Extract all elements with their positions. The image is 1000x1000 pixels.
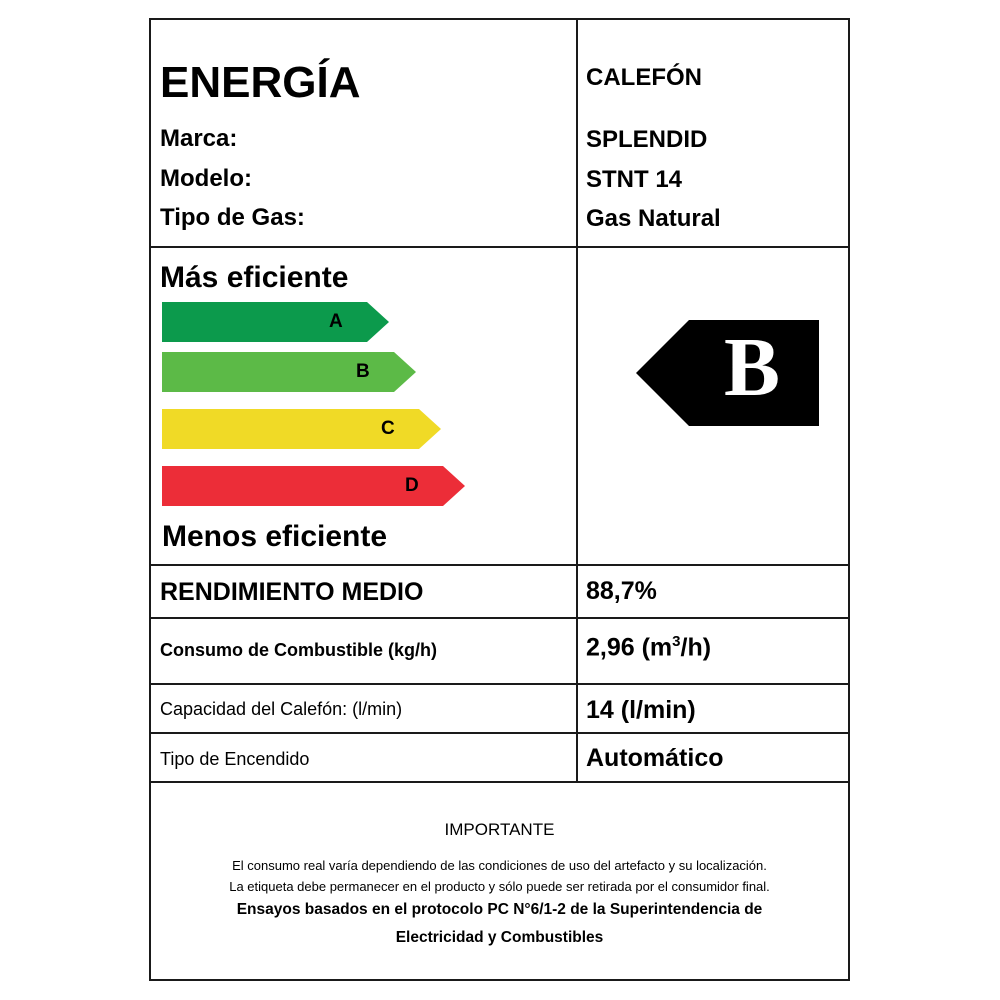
scale-class-shape — [162, 352, 416, 392]
rating-indicator — [636, 320, 819, 426]
model-value: STNT 14 — [586, 166, 683, 193]
scale-class-c — [162, 409, 441, 449]
scale-bottom-label: Menos eficiente — [162, 520, 388, 553]
scale-class-letter: A — [329, 311, 343, 332]
ignition-value: Automático — [586, 744, 724, 772]
consumption-label: Consumo de Combustible (kg/h) — [160, 640, 437, 660]
divider-efficiency — [149, 617, 850, 619]
consumption-value — [586, 633, 711, 662]
ignition-label: Tipo de Encendido — [160, 749, 310, 769]
disclaimer-line-1: El consumo real varía dependiendo de las condiciones de uso del artefacto y su localización. — [232, 858, 767, 873]
consumption-value-suffix: /h) — [680, 633, 712, 662]
scale-class-shape — [162, 302, 389, 342]
column-divider — [576, 18, 578, 783]
divider-capacity — [149, 732, 850, 734]
brand-value: SPLENDID — [586, 126, 708, 153]
brand-label: Marca: — [160, 125, 238, 152]
consumption-value-prefix: 2,96 (m — [586, 633, 673, 662]
scale-top-label: Más eficiente — [160, 261, 349, 294]
product-type: CALEFÓN — [586, 64, 702, 91]
scale-class-letter: D — [405, 475, 419, 496]
divider-scale — [149, 564, 850, 566]
protocol-line-1: Ensayos basados en el protocolo PC N°6/1-2 de la Superintendencia de — [236, 901, 763, 918]
scale-class-letter: C — [381, 418, 395, 439]
consumption-value-sup: 3 — [672, 633, 681, 650]
scale-class-letter: B — [356, 361, 370, 382]
efficiency-value: 88,7% — [586, 577, 657, 605]
efficiency-label: RENDIMIENTO MEDIO — [160, 578, 424, 606]
scale-class-shape — [162, 466, 465, 506]
model-label: Modelo: — [160, 165, 252, 192]
protocol-line-2: Electricidad y Combustibles — [395, 929, 604, 946]
scale-class-shape — [162, 409, 441, 449]
divider-consumption — [149, 683, 850, 685]
disclaimer-line-2: La etiqueta debe permanecer en el producto y sólo puede ser retirada por el consumidor final. — [229, 879, 770, 894]
rating-letter: B — [724, 321, 781, 414]
capacity-label: Capacidad del Calefón: (l/min) — [160, 699, 403, 719]
divider-ignition — [149, 781, 850, 783]
page-title: ENERGÍA — [160, 58, 361, 107]
scale-class-d — [162, 466, 465, 506]
capacity-value: 14 (l/min) — [586, 696, 696, 724]
divider-header — [149, 246, 850, 248]
important-heading: IMPORTANTE — [444, 820, 555, 839]
gas-label: Tipo de Gas: — [160, 204, 305, 231]
scale-class-b — [162, 352, 416, 392]
gas-value: Gas Natural — [586, 205, 721, 232]
scale-class-a — [162, 302, 389, 342]
